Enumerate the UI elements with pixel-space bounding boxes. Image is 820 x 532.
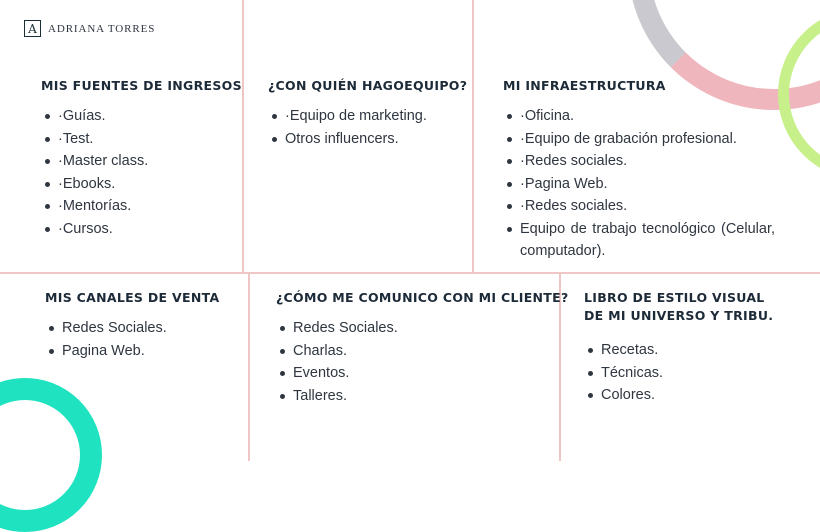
list-item: ·Redes sociales. [520, 195, 775, 218]
brand-name: ADRIANA TORRES [48, 22, 156, 35]
list-item: Recetas. [601, 339, 773, 362]
divider-horizontal [0, 272, 820, 274]
section-title: MIS FUENTES DE INGRESOS [41, 78, 242, 93]
list-item: ·Redes sociales. [520, 150, 775, 173]
list-item: Equipo de trabajo tecnológico (Celular, computador). [520, 218, 775, 263]
section-sales-channels [45, 289, 219, 362]
section-revenue-sources [41, 77, 242, 240]
divider-vertical-2 [472, 0, 474, 272]
section-list [276, 317, 569, 407]
section-title [584, 289, 773, 325]
decorative-arc-right [778, 8, 820, 180]
logo-letter: A [28, 21, 37, 36]
decorative-arc-bottom [0, 378, 102, 532]
list-item: Pagina Web. [62, 340, 219, 363]
list-item: ·Ebooks. [58, 173, 242, 196]
list-item: Eventos. [293, 362, 569, 385]
section-list [268, 105, 467, 150]
section-style-book [584, 289, 773, 407]
section-title-line-2: DE MI UNIVERSO Y TRIBU. [584, 308, 774, 323]
list-item: Charlas. [293, 340, 569, 363]
section-title-line-1: LIBRO DE ESTILO VISUAL [584, 290, 765, 305]
list-item: ·Equipo de marketing. [285, 105, 467, 128]
divider-vertical-3 [248, 272, 250, 461]
section-title: ¿CON QUIÉN HAGOEQUIPO? [268, 78, 468, 93]
section-partners [268, 77, 467, 150]
section-list [584, 339, 773, 407]
list-item: Otros influencers. [285, 128, 467, 151]
brand [24, 20, 155, 37]
list-item: Redes Sociales. [293, 317, 569, 340]
list-item: ·Pagina Web. [520, 173, 775, 196]
section-infrastructure [503, 77, 775, 263]
section-title: MI INFRAESTRUCTURA [503, 78, 666, 93]
list-item: ·Equipo de grabación profesional. [520, 128, 775, 151]
section-list [41, 105, 242, 240]
section-client-communication [276, 289, 569, 407]
divider-vertical-1 [242, 0, 244, 272]
logo-icon [24, 20, 41, 37]
list-item: Técnicas. [601, 362, 773, 385]
list-item: ·Guías. [58, 105, 242, 128]
section-list [503, 105, 775, 263]
list-item: Colores. [601, 384, 773, 407]
list-item: ·Cursos. [58, 218, 242, 241]
list-item: ·Mentorías. [58, 195, 242, 218]
list-item: ·Oficina. [520, 105, 775, 128]
section-list [45, 317, 219, 362]
section-title: ¿CÓMO ME COMUNICO CON MI CLIENTE? [276, 290, 569, 305]
section-title: MIS CANALES DE VENTA [45, 290, 220, 305]
list-item: Redes Sociales. [62, 317, 219, 340]
list-item: Talleres. [293, 385, 569, 408]
list-item: ·Test. [58, 128, 242, 151]
list-item: ·Master class. [58, 150, 242, 173]
